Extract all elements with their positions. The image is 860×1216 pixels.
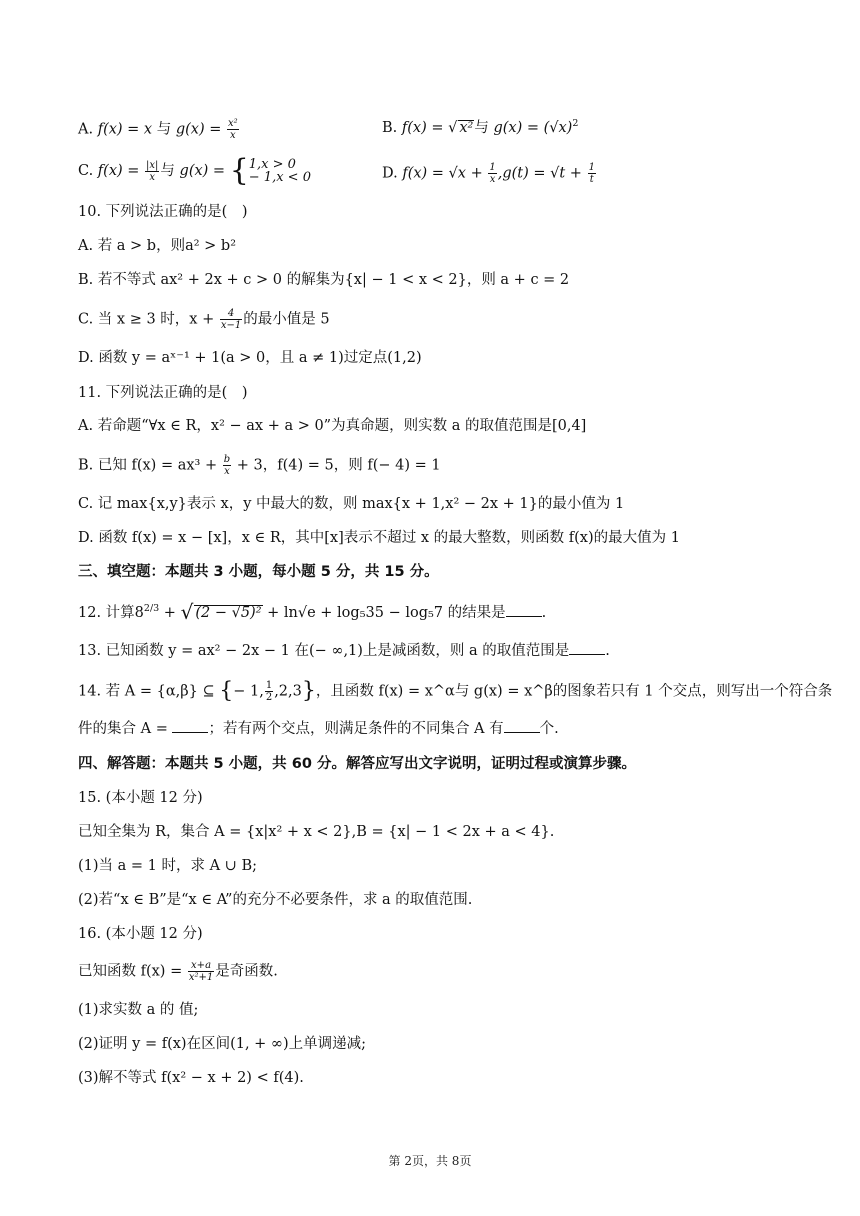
q16-stem: 16. (本小题 12 分) <box>78 926 203 942</box>
option-c-fraction: $\frac{|x|}{x}$ <box>146 159 159 183</box>
q11-option-a: A. 若命题“∀x ∈ R，x² − ax + a > 0”为真命题，则实数 a 的取值范围是[0,4] <box>78 418 587 434</box>
q12-radicand: (2 − √5)² <box>195 605 262 621</box>
q9-option-d <box>382 162 597 185</box>
answer-blank-2[interactable] <box>504 718 540 733</box>
answer-blank[interactable] <box>506 602 542 617</box>
q15-line-3: (2)若“x ∈ B”是“x ∈ A”的充分不必要条件，求 a 的取值范围. <box>78 892 473 908</box>
option-a-g: g(x) = <box>175 121 226 138</box>
q9-option-c <box>78 153 311 188</box>
option-d-f: f(x) = √x + <box>402 165 488 182</box>
option-d-fraction-2: $\frac{1}{t}$ <box>588 162 595 185</box>
q13-line: 13. 已知函数 y = ax² − 2x − 1 在(− ∞,1)上是减函数，则 a 的取值范围是 . <box>78 640 610 661</box>
option-c-yu: 与 <box>160 163 180 179</box>
option-b-g: g(x) = (√x) <box>493 120 573 136</box>
q9-option-b: B. f(x) = √ x²与 $g(x) = (√x)^2$ <box>382 118 579 136</box>
q12-line: 12. 计算$8^{2/3}$ + √ (2 − √5)² + ln√e + log₅35 − log₅7 的结果是 . <box>78 600 547 624</box>
q16-fraction: $\frac{x+a}{\text{x²+1}}$ <box>188 960 214 983</box>
answer-blank-1[interactable] <box>172 718 208 733</box>
page-footer: 第 2页，共 8页 <box>388 1154 472 1168</box>
q16-line-2: (1)求实数 a 的 值; <box>78 1002 199 1018</box>
q14-fraction: $\frac{1}{2}$ <box>265 680 273 703</box>
q10-option-a: A. 若 a > b，则a² > b² <box>78 238 237 254</box>
left-brace-icon: { <box>229 153 249 188</box>
q14-line-1: 14. 若 A = {α,β} ⊆ {− 1, $\frac{1}{2}$ ,2,3}，且函数 f(x) = x^α与 g(x) = x^β的图象若只有 1 个交点，则写出一个符合条 <box>78 678 833 704</box>
option-c-f: f(x) = <box>97 163 145 179</box>
q10-option-b: B. 若不等式 ax² + 2x + c > 0 的解集为{x| − 1 < x < 2}，则 a + c = 2 <box>78 272 570 288</box>
option-label: D. <box>382 165 403 182</box>
q14-line-2: 件的集合 A = ；若有两个交点，则满足条件的不同集合 A 有 个. <box>78 718 559 739</box>
answer-blank[interactable] <box>569 640 605 655</box>
q16-line-4: (3)解不等式 f(x² − x + 2) < f(4). <box>78 1070 304 1086</box>
q15-line-2: (1)当 a = 1 时，求 A ∪ B; <box>78 858 257 874</box>
q9-option-a <box>78 118 240 141</box>
q16-line-1: 已知函数 f(x) = $\frac{x+a}{\text{x²+1}}$ 是奇函数. <box>78 960 278 983</box>
q16-line-3: (2)证明 y = f(x)在区间(1, + ∞)上单调递减; <box>78 1036 367 1052</box>
option-a-yu: 与 <box>152 121 176 138</box>
q11-option-b: B. 已知 f(x) = ax³ + $\frac{b}{x}$ + 3，f(4) = 5，则 f(− 4) = 1 <box>78 454 441 477</box>
option-label: A. <box>78 121 98 138</box>
q11-option-d: D. 函数 f(x) = x − [x]，x ∈ R，其中[x]表示不超过 x 的最大整数，则函数 f(x)的最大值为 1 <box>78 530 680 546</box>
q11-option-c: C. 记 max{x,y}表示 x，y 中最大的数，则 max{x + 1,x² − 2x + 1}的最小值为 1 <box>78 496 625 512</box>
option-c-g: g(x) = <box>179 163 230 179</box>
option-a-f: f(x) = x <box>97 121 153 138</box>
left-brace-icon: { <box>219 678 234 704</box>
option-b-radicand: x² <box>459 120 474 136</box>
option-d-fraction-1: $\frac{1}{x}$ <box>489 162 496 185</box>
option-b-f: f(x) = <box>401 120 449 136</box>
q10-option-d: D. 函数 y = aˣ⁻¹ + 1(a > 0，且 a ≠ 1)过定点(1,2) <box>78 350 422 366</box>
option-d-g: ,g(t) = √t + <box>497 165 587 182</box>
section-3-heading: 三、填空题：本题共 3 小题，每小题 5 分，共 15 分。 <box>78 564 439 580</box>
q15-stem: 15. (本小题 12 分) <box>78 790 203 806</box>
option-c-cases: 1,x > 0 − 1,x < 0 <box>248 157 311 185</box>
option-c-fraction: $\frac{4}{x-1}$ <box>220 308 242 331</box>
q10-stem: 10. 下列说法正确的是( ) <box>78 204 248 220</box>
option-label: B. <box>382 120 402 136</box>
right-brace-icon: } <box>301 678 316 704</box>
option-a-fraction: $\frac{\text{x²}}{x}$ <box>227 118 238 141</box>
option-label: C. <box>78 163 98 179</box>
q12-exponent: 2/3 <box>143 603 160 614</box>
sqrt-icon: √ <box>180 600 194 624</box>
option-b-fraction: $\frac{b}{x}$ <box>223 454 231 477</box>
q15-line-1: 已知全集为 R，集合 A = {x|x² + x < 2},B = {x| − 1 < 2x + a < 4}. <box>78 824 555 840</box>
option-b-yu: 与 <box>474 120 494 136</box>
option-b-exponent: 2 <box>572 118 579 129</box>
q11-stem: 11. 下列说法正确的是( ) <box>78 385 248 401</box>
q10-option-c: C. 当 x ≥ 3 时，x + $\frac{4}{x-1}$ 的最小值是 5 <box>78 308 330 331</box>
section-4-heading: 四、解答题：本题共 5 小题，共 60 分。解答应写出文字说明，证明过程或演算步骤。 <box>78 756 636 772</box>
